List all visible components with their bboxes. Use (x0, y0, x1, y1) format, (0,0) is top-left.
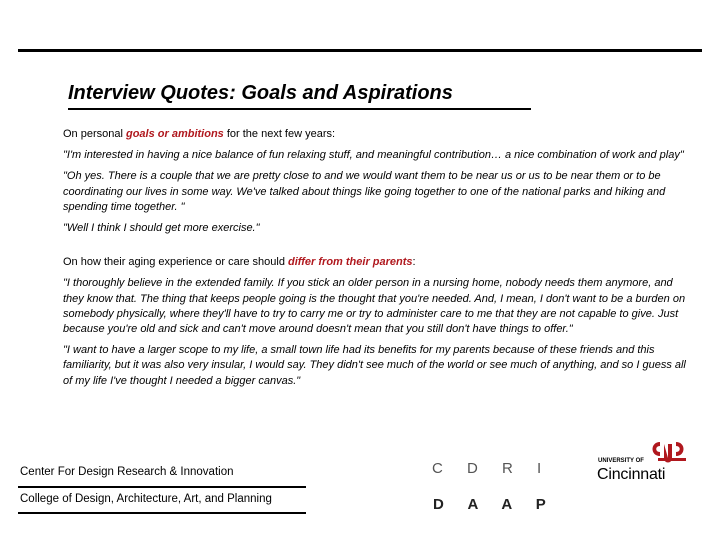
quote: "I'm interested in having a nice balance of fun relaxing stuff, and meaningful contribution… a nice combination of work and play" (63, 149, 684, 162)
cdri-logo: C D R I (432, 460, 552, 477)
quotes-content (63, 127, 688, 395)
section2-intro: On how their aging experience or care should differ from their parents: (63, 256, 416, 269)
uc-university-label: UNIVERSITY OF (598, 458, 644, 464)
footer-center-name: Center For Design Research & Innovation (20, 466, 234, 478)
top-rule (18, 49, 702, 52)
footer-rule (18, 486, 306, 488)
footer-college-name: College of Design, Architecture, Art, and Planning (20, 493, 272, 505)
quote: "Well I think I should get more exercise." (63, 222, 260, 235)
quote: "I thoroughly believe in the extended family. If you stick an older person in a nursing home, nobody needs them anymore, and they know that. The thing that keeps people going is the thought that you're needed. And, I mean, I don't want to be a burden on somebody physically, where they'll have to try to carry me or try to administer care to me that they are not capable to give. Just because you're old and sick and can't move around doesn't mean that you still don't have things to offer." (63, 277, 686, 336)
footer-rule (18, 512, 306, 514)
section1-intro: On personal goals or ambitions for the next few years: (63, 128, 336, 140)
title-underline (68, 108, 531, 110)
quote: "Oh yes. There is a couple that we are pretty close to and we would want them to be near us or us to be near them or to be coordinating our lives in some way. We've talked about things like going together to one of the national parks and hiking and spending time together. " (63, 170, 666, 213)
uc-name-label: Cincinnati (597, 466, 666, 483)
section2-highlight: differ from their parents (288, 256, 413, 269)
quote: "I want to have a larger scope to my life, a small town life had its benefits for my parents because of these friends and this familiarity, but it was also very insular, I would say. They didn't see much of the world or see much of anything, and so I guess all of my life I've thought I needed a bigger canvas." (63, 344, 686, 387)
daap-logo: D A A P (433, 496, 556, 513)
section1-highlight: goals or ambitions (125, 128, 224, 140)
slide-title: Interview Quotes: Goals and Aspirations (68, 82, 453, 104)
